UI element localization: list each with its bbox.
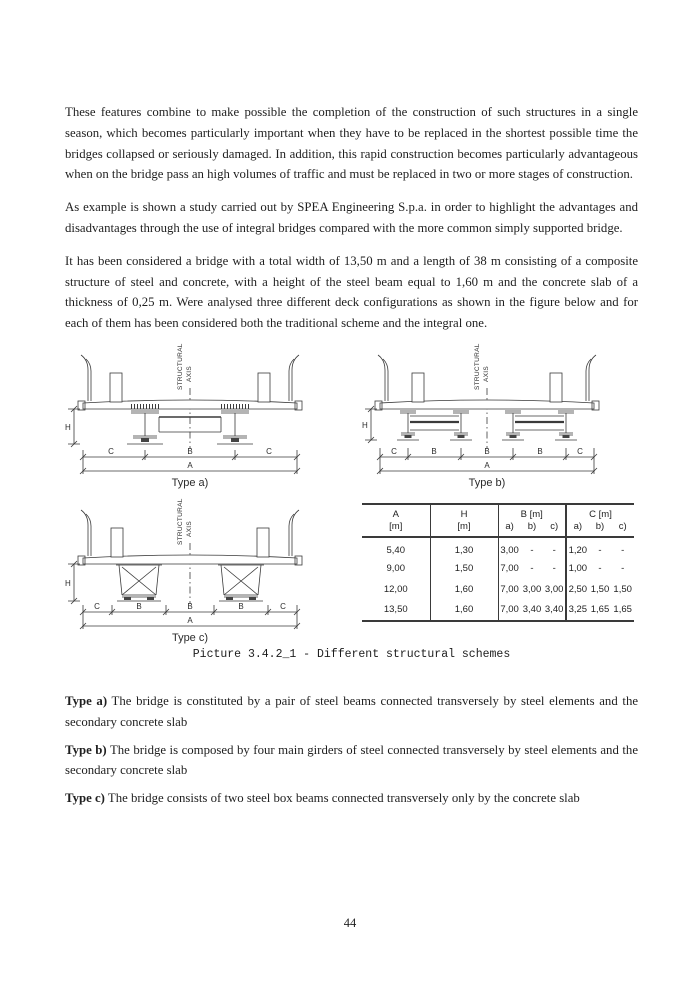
table-cell: 1,65 [613, 604, 632, 616]
table-cell: 3,00 [543, 579, 566, 600]
girder-2 [450, 411, 472, 440]
header-group-c: C [m] [589, 508, 612, 520]
structural-axis-label-line1: STRUCTURAL [177, 498, 184, 545]
header-col-h: H [430, 504, 498, 520]
bridge-cross-section-type-b-drawing [362, 340, 612, 476]
h-dimension-label: H [65, 422, 71, 432]
dim-label-c: C [108, 446, 114, 456]
girder-3 [502, 411, 524, 440]
barrier-left [378, 355, 388, 401]
dim-label-c: C [280, 601, 286, 611]
dim-label-c: C [266, 446, 272, 456]
table-cell: - [530, 545, 534, 557]
girder-1 [397, 411, 419, 440]
dim-label-b: B [484, 446, 490, 456]
bridge-cross-section-type-c-drawing [65, 495, 315, 631]
dim-label-c: C [391, 446, 397, 456]
table-row [362, 579, 634, 600]
dim-label-b: B [431, 446, 437, 456]
table-row [362, 600, 634, 621]
table-cell: 1,60 [430, 579, 498, 600]
header-col-a: A [362, 504, 430, 520]
type-b-lead: Type b) [65, 742, 107, 757]
table-cell: - [543, 558, 566, 579]
diagram-type-c [65, 495, 315, 644]
dim-label-b: B [187, 601, 193, 611]
table-cell: - [598, 545, 602, 557]
type-b-description [65, 740, 638, 782]
diagram-caption-type-c: Type c) [171, 631, 209, 644]
table-cell: 1,50 [430, 558, 498, 579]
paragraph-intro: These features combine to make possible the completion of the construction of such structures in a single season, which becomes particularly important when they have to be replaced in the shortest possible time the bridges collapsed or seriously damaged. In addition, this rapid construction becomes particularly advantageous when on the bridge pass an high volumes of traffic and must be replaced in two or more stages of construction. [65, 105, 638, 182]
dim-label-b: B [238, 601, 244, 611]
figure-structural-schemes [65, 340, 638, 661]
header-sub-b: b) [521, 520, 544, 537]
page-content [65, 0, 638, 809]
structural-axis-label-line2: AXIS [483, 365, 490, 382]
table-cell: 7,00 [500, 562, 519, 574]
dim-label-a: A [187, 460, 193, 470]
h-dimension-label: H [65, 578, 71, 588]
table-cell: 7,00 [500, 583, 519, 595]
table-header-row-subs [362, 520, 634, 537]
table-cell: 1,65 [590, 604, 610, 616]
structural-axis-label-line2: AXIS [186, 520, 193, 537]
barrier-right [289, 510, 299, 556]
dim-label-c: C [94, 601, 100, 611]
header-sub-c: c) [543, 520, 566, 537]
header-sub-c: c) [611, 520, 634, 537]
table-header-row-groups [362, 504, 634, 520]
barrier-right [586, 355, 596, 401]
parapet-left [412, 373, 424, 402]
dim-label-a: A [484, 460, 490, 470]
table-cell: 3,40 [543, 600, 566, 621]
box-girder-left [116, 565, 162, 601]
dim-label-b: B [537, 446, 543, 456]
girder-4 [555, 411, 577, 440]
dimensions-table-container [362, 495, 638, 622]
dim-label-b: B [136, 601, 142, 611]
diagram-caption-type-a: Type a) [171, 476, 209, 489]
type-b-text: The bridge is composed by four main girders of steel connected transversely by steel elements and the secondary concrete slab [65, 742, 638, 778]
table-row [362, 537, 634, 558]
table-cell: 1,60 [430, 600, 498, 621]
table-cell: 1,50 [590, 583, 610, 595]
table-cell: - [530, 562, 534, 574]
girder-left [127, 411, 163, 444]
type-a-text: The bridge is constituted by a pair of steel beams connected transversely by steel elements and the secondary concrete slab [65, 693, 639, 729]
diagram-type-b [362, 340, 612, 489]
dim-label-a: A [187, 615, 193, 625]
box-girder-right [218, 565, 264, 601]
bridge-cross-section-type-a-drawing [65, 340, 315, 476]
table-cell: - [543, 537, 566, 558]
table-cell: 1,20 [568, 545, 588, 557]
type-c-text: The bridge consists of two steel box beams connected transversely only by the concrete slab [107, 791, 580, 806]
type-c-lead: Type c) [65, 791, 105, 806]
dim-label-b: B [187, 446, 193, 456]
table-cell: 3,00 [500, 545, 519, 557]
table-cell: 1,00 [568, 562, 588, 574]
table-cell: 13,50 [362, 600, 430, 621]
type-a-description [65, 691, 638, 733]
table-cell: - [621, 562, 625, 574]
type-c-description [65, 788, 638, 809]
barrier-right [289, 355, 299, 401]
header-group-b: B [m] [498, 504, 566, 520]
table-cell: 3,25 [568, 604, 588, 616]
table-cell: 7,00 [500, 604, 519, 616]
structural-axis-label-line1: STRUCTURAL [177, 343, 184, 390]
h-dimension-label: H [362, 420, 368, 430]
header-unit-a: [m] [362, 520, 430, 537]
header-sub-a: a) [498, 520, 521, 537]
structural-axis-label-line1: STRUCTURAL [474, 343, 481, 390]
table-row [362, 558, 634, 579]
figure-grid [65, 340, 638, 644]
header-unit-h: [m] [430, 520, 498, 537]
figure-caption: Picture 3.4.2_1 - Different structural schemes [192, 647, 511, 661]
header-sub-a: a) [566, 520, 589, 537]
table-cell: 5,40 [362, 537, 430, 558]
dim-label-c: C [577, 446, 583, 456]
bracing-right-pair [515, 416, 564, 430]
type-a-lead: Type a) [65, 693, 108, 708]
table-cell: 1,50 [613, 583, 632, 595]
girder-right [217, 411, 253, 444]
table-cell: 2,50 [568, 583, 588, 595]
paragraph-bridge-dimensions: It has been considered a bridge with a total width of 13,50 m and a length of 38 m consisting of a composite structure of steel and concrete, with a height of the steel beam equal to 1,60 m and the concrete slab of a thickness of 0,25 m. Were analysed three different deck configurations as shown in the figure below and for each of them has been considered both the traditional scheme and the integral one. [65, 253, 638, 331]
table-cell: - [598, 562, 602, 574]
parapet-right [257, 528, 269, 557]
bracing-left-pair [410, 416, 459, 430]
structural-axis-label-line2: AXIS [186, 365, 193, 382]
parapet-right [258, 373, 270, 402]
table-cell: 9,00 [362, 558, 430, 579]
barrier-left [81, 510, 91, 556]
parapet-left [111, 528, 123, 557]
paragraph-spea-study: As example is shown a study carried out by SPEA Engineering S.p.a. in order to highlight the advantages and disadvantages through the use of integral bridges compared with the more common simply supported bridge. [65, 200, 638, 235]
table-cell: 1,30 [430, 537, 498, 558]
header-sub-b: b) [589, 520, 612, 537]
table-cell: 3,40 [522, 604, 542, 616]
diagram-type-a [65, 340, 315, 489]
page-number: 44 [343, 916, 357, 930]
parapet-left [110, 373, 122, 402]
diagram-caption-type-b: Type b) [468, 476, 506, 489]
dim-table-body [362, 537, 634, 621]
dimensions-table [362, 503, 634, 622]
table-cell: - [621, 545, 625, 557]
table-cell: 12,00 [362, 579, 430, 600]
parapet-right [550, 373, 562, 402]
barrier-left [81, 355, 91, 401]
table-cell: 3,00 [522, 583, 542, 595]
